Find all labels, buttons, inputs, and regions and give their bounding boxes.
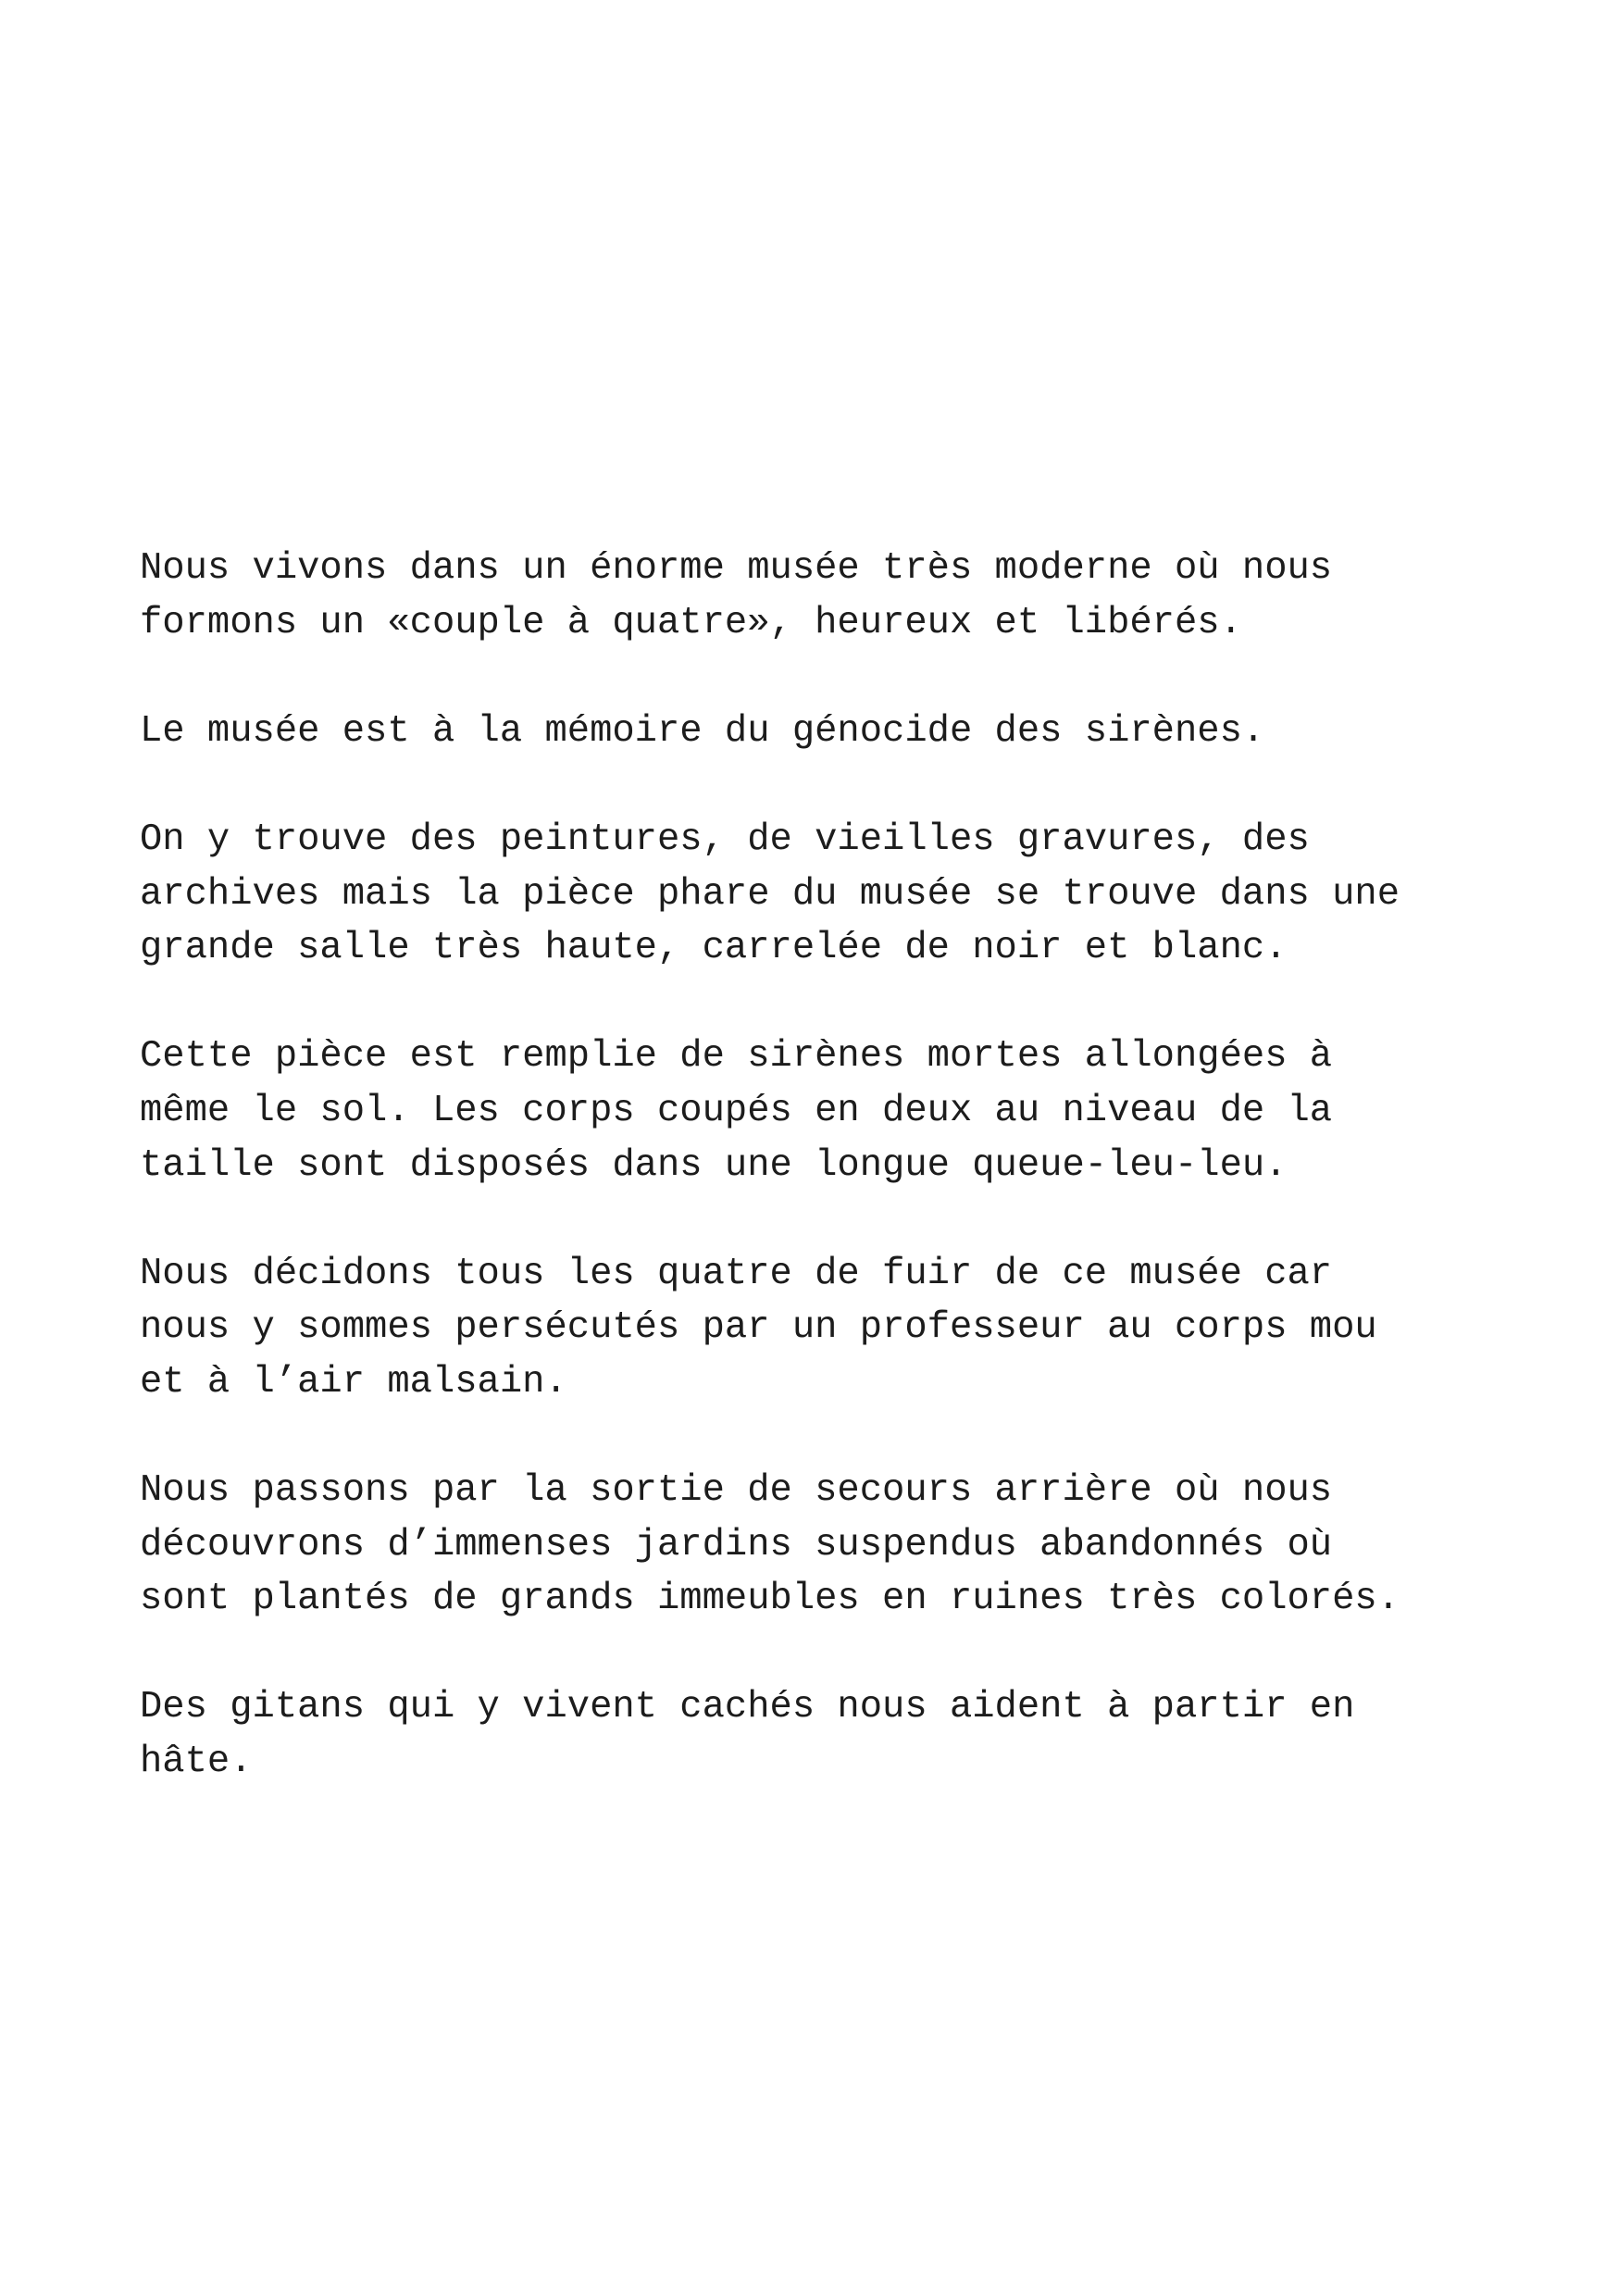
- text-line: archives mais la pièce phare du musée se trouve dans une: [140, 872, 1400, 916]
- text-line: taille sont disposés dans une longue queue-leu-leu.: [140, 1143, 1288, 1187]
- text-line: même le sol. Les corps coupés en deux au niveau de la: [140, 1089, 1333, 1132]
- text-line: et à l’air malsain.: [140, 1360, 567, 1404]
- text-line: hâte.: [140, 1741, 253, 1784]
- text-line: grande salle très haute, carrelée de noir et blanc.: [140, 927, 1288, 970]
- text-line: Nous passons par la sortie de secours arrière où nous: [140, 1469, 1333, 1513]
- paragraph-7: [140, 1680, 1528, 1789]
- paragraph-2: [140, 705, 1528, 759]
- paragraph-1: [140, 542, 1528, 650]
- text-line: sont plantés de grands immeubles en ruines très colorés.: [140, 1578, 1400, 1621]
- text-line: Des gitans qui y vivent cachés nous aident à partir en: [140, 1686, 1355, 1729]
- text-line: Nous décidons tous les quatre de fuir de ce musée car: [140, 1252, 1333, 1295]
- text-line: Le musée est à la mémoire du génocide des sirènes.: [140, 709, 1265, 753]
- paragraph-6: [140, 1464, 1528, 1627]
- text-line: Nous vivons dans un énorme musée très moderne où nous: [140, 547, 1333, 590]
- document-body: [140, 542, 1528, 1843]
- paragraph-4: [140, 1029, 1528, 1192]
- text-line: formons un «couple à quatre», heureux et libérés.: [140, 601, 1242, 644]
- paragraph-5: [140, 1247, 1528, 1410]
- text-line: découvrons d’immenses jardins suspendus abandonnés où: [140, 1523, 1333, 1566]
- paragraph-3: [140, 813, 1528, 976]
- text-line: On y trouve des peintures, de vieilles gravures, des: [140, 817, 1310, 861]
- text-line: Cette pièce est remplie de sirènes mortes allongées à: [140, 1035, 1333, 1079]
- text-line: nous y sommes persécutés par un professeur au corps mou: [140, 1306, 1377, 1350]
